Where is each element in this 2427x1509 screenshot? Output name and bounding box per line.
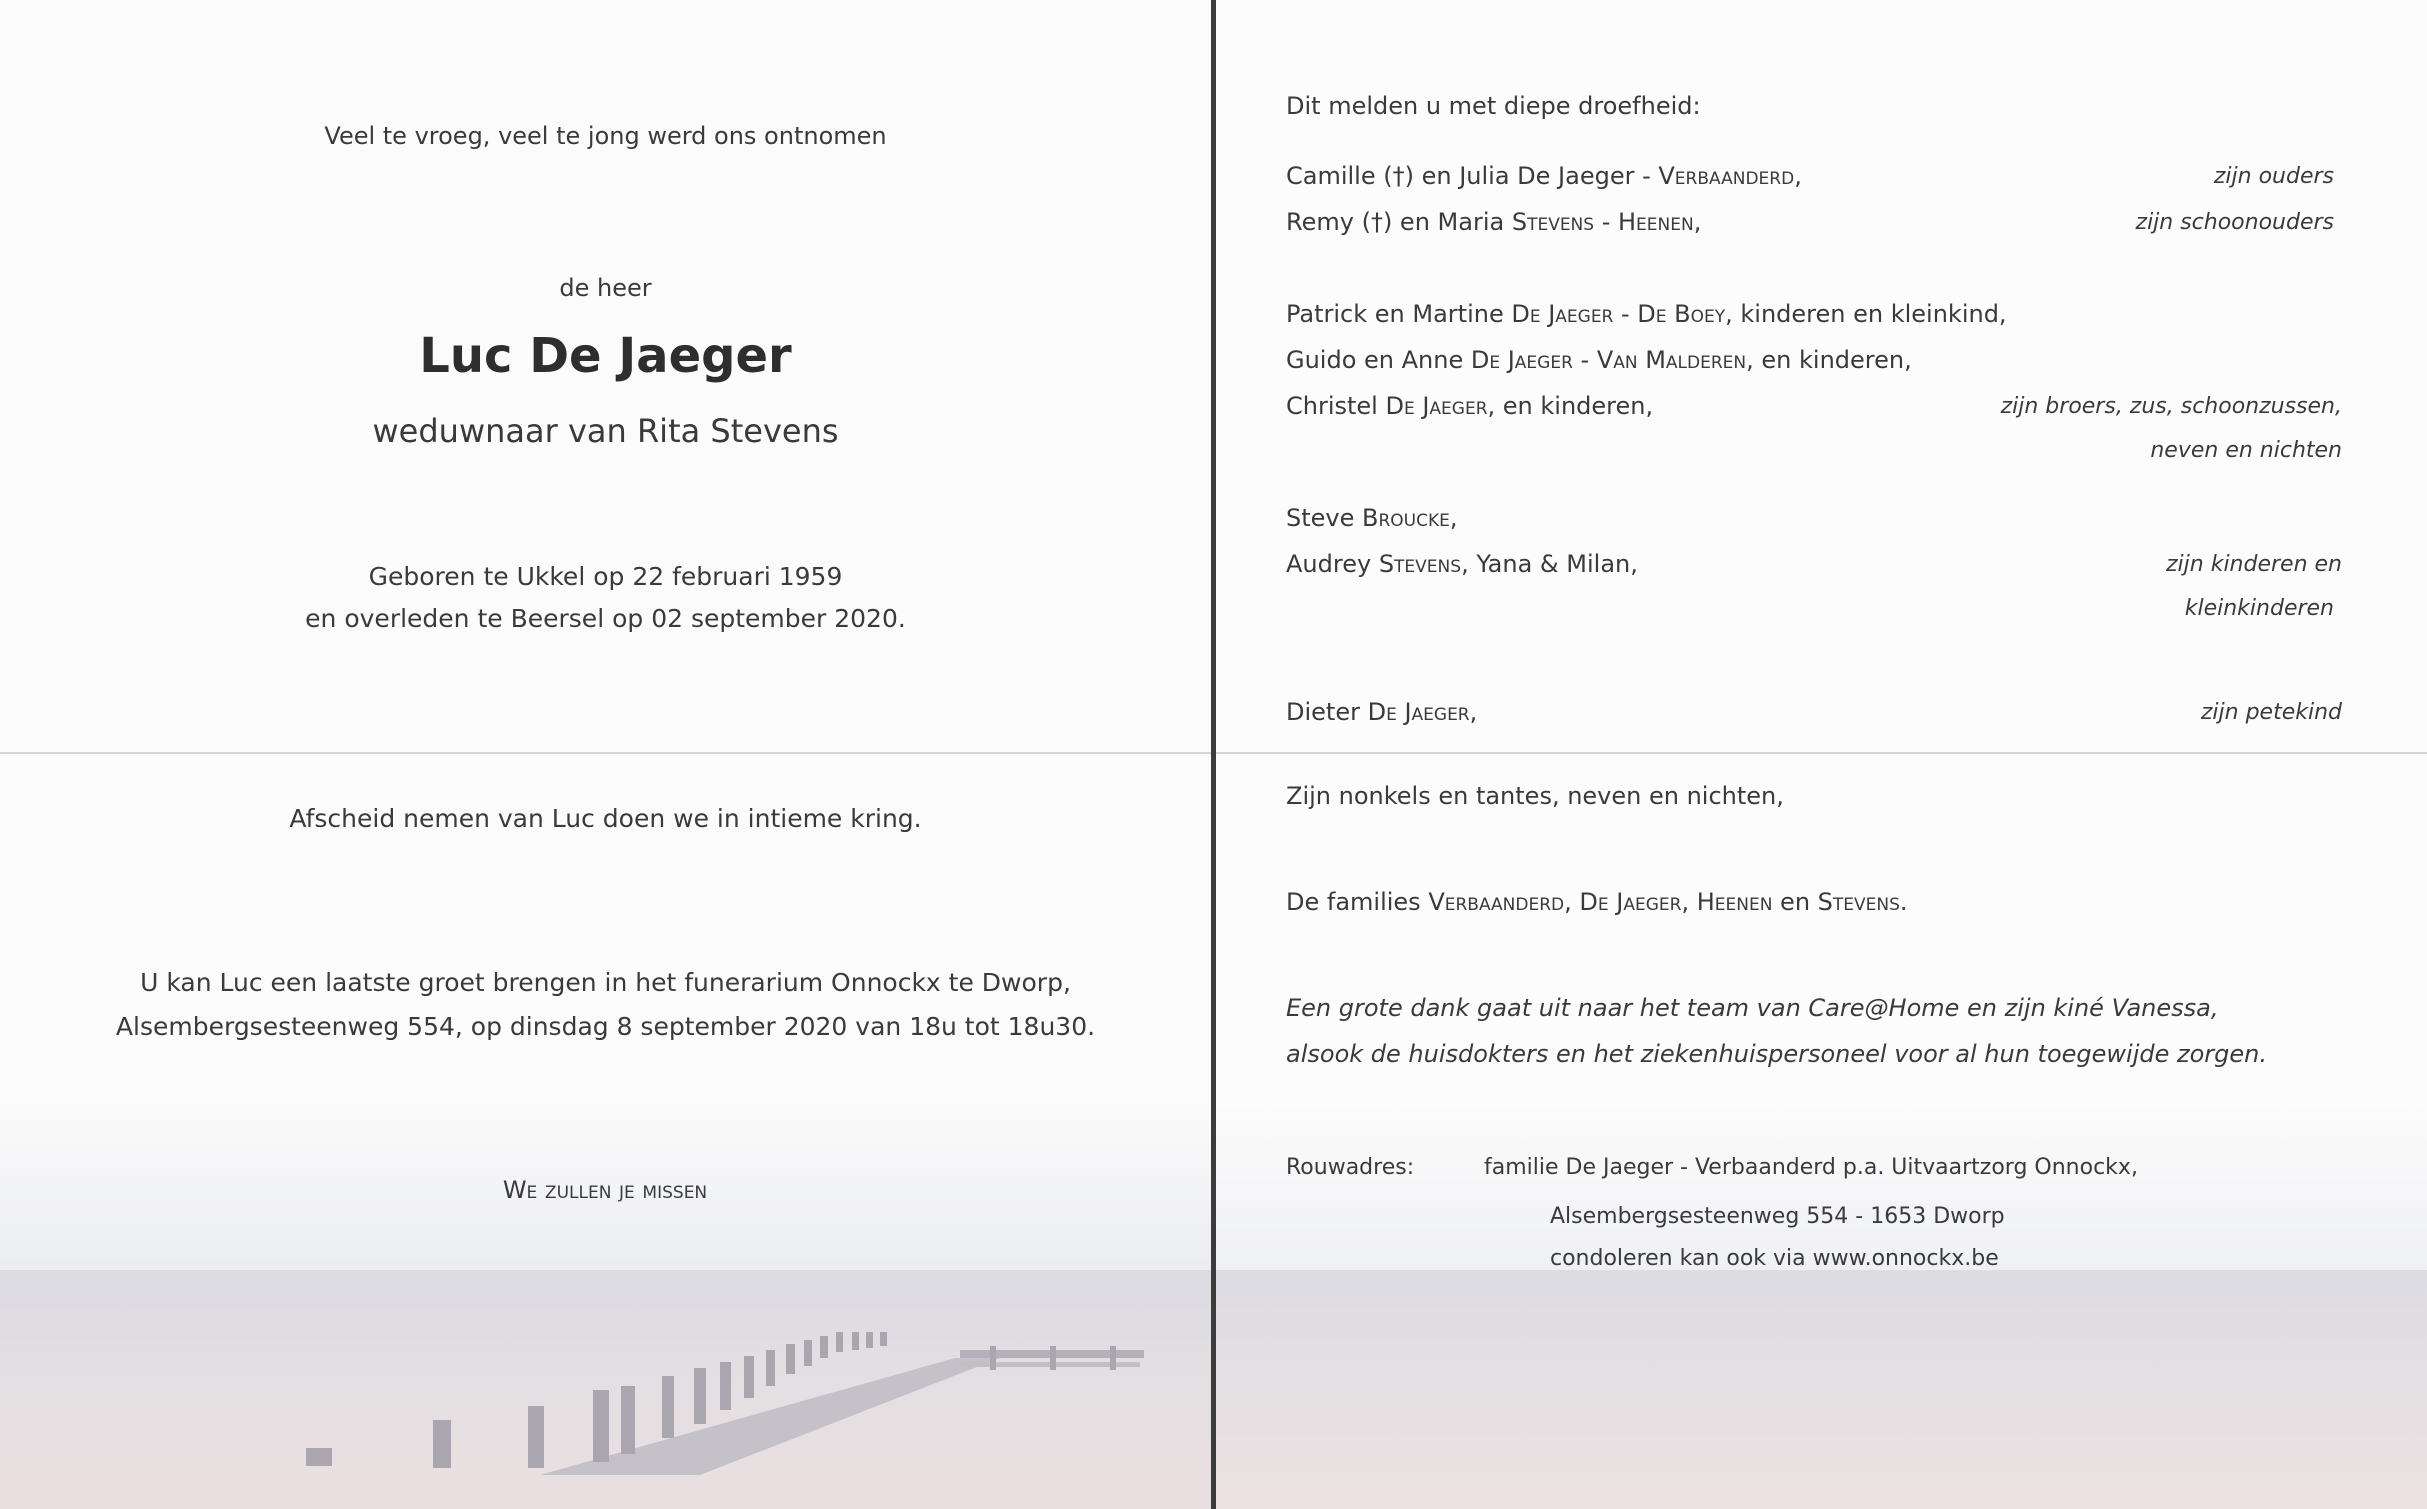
visit-line-1: U kan Luc een laatste groet brengen in het funerarium Onnockx te Dworp, bbox=[140, 968, 1071, 997]
families-line: De families Verbaanderd, De Jaeger, Heenen en Stevens. bbox=[1286, 888, 1908, 916]
inlaws-role: zijn schoonouders bbox=[2135, 210, 2334, 235]
parents-line: Camille (†) en Julia De Jaeger - Verbaanderd, bbox=[1286, 162, 1802, 190]
thanks-line-1: Een grote dank gaat uit naar het team van Care@Home en zijn kiné Vanessa, bbox=[1286, 994, 2219, 1022]
farewell-text: Afscheid nemen van Luc doen we in intieme kring. bbox=[289, 804, 922, 833]
children-role-1: zijn kinderen en bbox=[2166, 552, 2342, 577]
right-panel bbox=[1216, 0, 2427, 1509]
sibling-line-3: Christel De Jaeger, en kinderen, bbox=[1286, 392, 1654, 420]
announcement-line: Dit melden u met diepe droefheid: bbox=[1286, 92, 1701, 120]
widower-line: weduwnaar van Rita Stevens bbox=[372, 412, 839, 450]
birth-line: Geboren te Ukkel op 22 februari 1959 bbox=[368, 562, 843, 591]
godchild-line: Dieter De Jaeger, bbox=[1286, 698, 1478, 726]
siblings-role-2: neven en nichten bbox=[2150, 438, 2342, 463]
vertical-fold-line bbox=[1211, 0, 1216, 1509]
child-line-2: Audrey Stevens, Yana & Milan, bbox=[1286, 550, 1638, 578]
siblings-role-1: zijn broers, zus, schoonzussen, bbox=[2000, 394, 2342, 419]
sibling-line-2: Guido en Anne De Jaeger - Van Malderen, en kinderen, bbox=[1286, 346, 1912, 374]
address-line-2: Alsembergsesteenweg 554 - 1653 Dworp bbox=[1550, 1204, 2005, 1229]
jetty-landscape-image bbox=[0, 1100, 1211, 1509]
left-panel bbox=[0, 0, 1211, 1509]
inlaws-line: Remy (†) en Maria Stevens - Heenen, bbox=[1286, 208, 1702, 236]
visit-line-2: Alsembergsesteenweg 554, op dinsdag 8 september 2020 van 18u tot 18u30. bbox=[115, 1012, 1096, 1041]
deceased-name: Luc De Jaeger bbox=[419, 328, 792, 384]
thanks-line-2: alsook de huisdokters en het ziekenhuispersoneel voor al hun toegewijde zorgen. bbox=[1286, 1040, 2267, 1068]
sibling-line-1: Patrick en Martine De Jaeger - De Boey, kinderen en kleinkind, bbox=[1286, 300, 2007, 328]
child-line-1: Steve Broucke, bbox=[1286, 504, 1458, 532]
closing-text: We zullen je missen bbox=[502, 1176, 708, 1204]
godchild-role: zijn petekind bbox=[2200, 700, 2342, 725]
death-line: en overleden te Beersel op 02 september 2020. bbox=[305, 604, 906, 633]
parents-role: zijn ouders bbox=[2213, 164, 2334, 189]
address-line-1: familie De Jaeger - Verbaanderd p.a. Uitvaartzorg Onnockx, bbox=[1484, 1155, 2138, 1180]
honorific: de heer bbox=[559, 274, 652, 302]
intro-text: Veel te vroeg, veel te jong werd ons ontnomen bbox=[324, 122, 887, 150]
children-role-2: kleinkinderen bbox=[2184, 596, 2334, 621]
address-line-3: condoleren kan ook via www.onnockx.be bbox=[1550, 1246, 1999, 1271]
uncles-line: Zijn nonkels en tantes, neven en nichten, bbox=[1286, 782, 1784, 810]
water-landscape-image bbox=[1216, 1100, 2427, 1509]
address-label: Rouwadres: bbox=[1286, 1155, 1415, 1180]
